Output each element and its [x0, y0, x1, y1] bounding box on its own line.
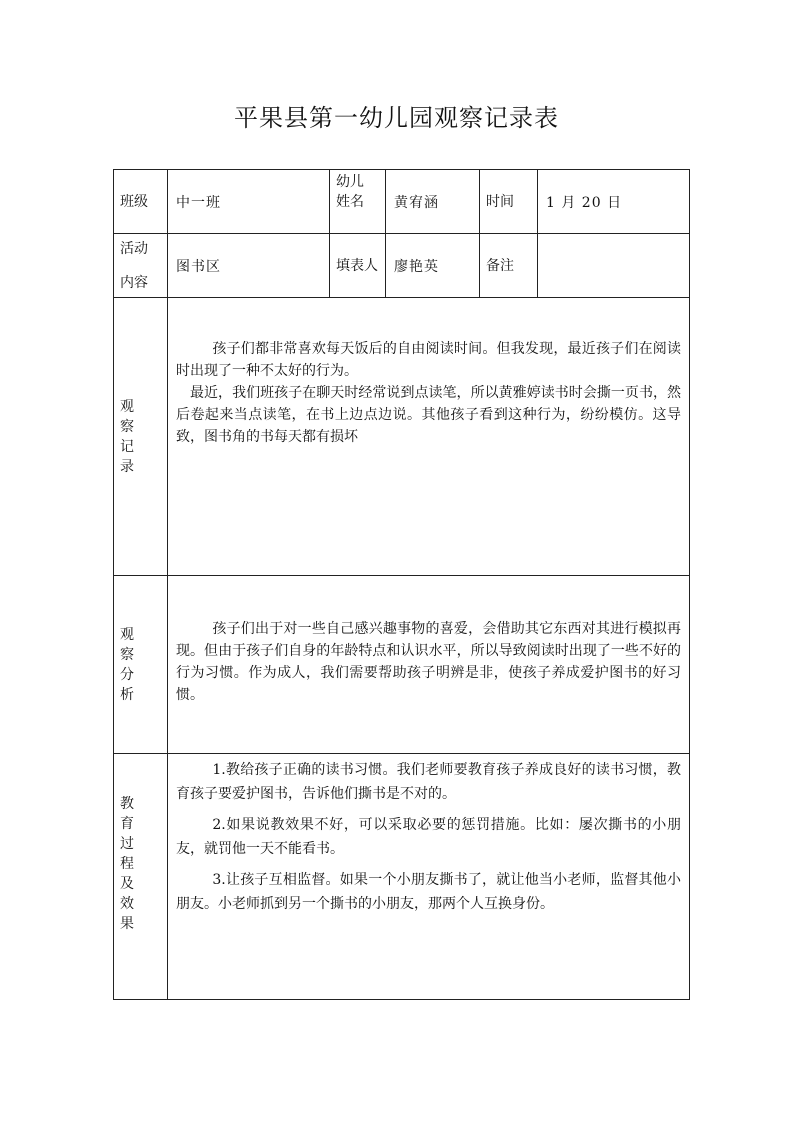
analysis-row [114, 576, 690, 754]
education-content [168, 754, 690, 1000]
education-label [114, 754, 168, 1000]
education-label-char: 教 [120, 796, 134, 812]
child-name-value: 黄宥涵 [386, 170, 480, 234]
education-paragraph: 2.如果说教效果不好，可以采取必要的惩罚措施。比如：屡次撕书的小朋友，就罚他一天不能看书。 [176, 817, 681, 857]
activity-label-line1: 活动 [120, 240, 148, 257]
observation-label-char: 察 [120, 418, 134, 435]
activity-label-line2: 内容 [120, 274, 148, 291]
info-row-2 [114, 234, 690, 298]
observation-row [114, 298, 690, 576]
remark-label: 备注 [480, 234, 538, 298]
time-value: 1 月 20 日 [538, 170, 690, 234]
observation-label-char: 记 [120, 438, 134, 455]
page-title: 平果县第一幼儿园观察记录表 [234, 104, 559, 132]
education-label-char: 及 [120, 876, 134, 892]
remark-value [538, 234, 690, 298]
education-label-char: 效 [120, 896, 134, 912]
child-name-label-line1: 幼儿 [336, 174, 364, 190]
activity-label [114, 234, 168, 298]
analysis-label [114, 576, 168, 754]
analysis-label-char: 析 [120, 686, 134, 703]
filler-value: 廖艳英 [386, 234, 480, 298]
analysis-paragraph: 孩子们出于对一些自己感兴趣事物的喜爱，会借助其它东西对其进行模拟再现。但由于孩子们自身的年龄特点和认识水平，所以导致阅读时出现了一些不好的行为习惯。作为成人，我们需要帮助孩子明辨是非，使孩子养成爱护图书的好习惯。 [176, 621, 681, 703]
observation-record-table [113, 169, 690, 1000]
observation-label-char: 观 [120, 398, 134, 415]
analysis-content [168, 576, 690, 754]
filler-label: 填表人 [330, 234, 386, 298]
education-label-char: 程 [120, 856, 134, 872]
class-label: 班级 [114, 170, 168, 234]
observation-content [168, 298, 690, 576]
time-label: 时间 [480, 170, 538, 234]
analysis-label-char: 观 [120, 626, 134, 643]
class-value: 中一班 [168, 170, 330, 234]
observation-label [114, 298, 168, 576]
info-row-1 [114, 170, 690, 234]
observation-paragraph: 最近，我们班孩子在聊天时经常说到点读笔，所以黄雅婷读书时会撕一页书，然后卷起来当点读笔，在书上边点边说。其他孩子看到这种行为，纷纷模仿。这导致，图书角的书每天都有损坏 [176, 385, 681, 445]
education-paragraph: 3.让孩子互相监督。如果一个小朋友撕书了，就让他当小老师，监督其他小朋友。小老师抓到另一个撕书的小朋友，那两个人互换身份。 [176, 872, 681, 912]
education-row [114, 754, 690, 1000]
education-label-char: 过 [120, 836, 134, 852]
observation-label-char: 录 [120, 458, 134, 475]
observation-paragraph: 孩子们都非常喜欢每天饭后的自由阅读时间。但我发现，最近孩子们在阅读时出现了一种不太好的行为。 [176, 341, 681, 379]
child-name-label [330, 170, 386, 234]
child-name-label-line2: 姓名 [336, 194, 364, 210]
education-paragraph: 1.教给孩子正确的读书习惯。我们老师要教育孩子养成良好的读书习惯，教育孩子要爱护图书，告诉他们撕书是不对的。 [176, 762, 681, 802]
education-label-char: 果 [120, 916, 134, 932]
activity-value: 图书区 [168, 234, 330, 298]
analysis-label-char: 分 [120, 666, 134, 683]
analysis-label-char: 察 [120, 646, 134, 663]
education-label-char: 育 [120, 816, 134, 832]
